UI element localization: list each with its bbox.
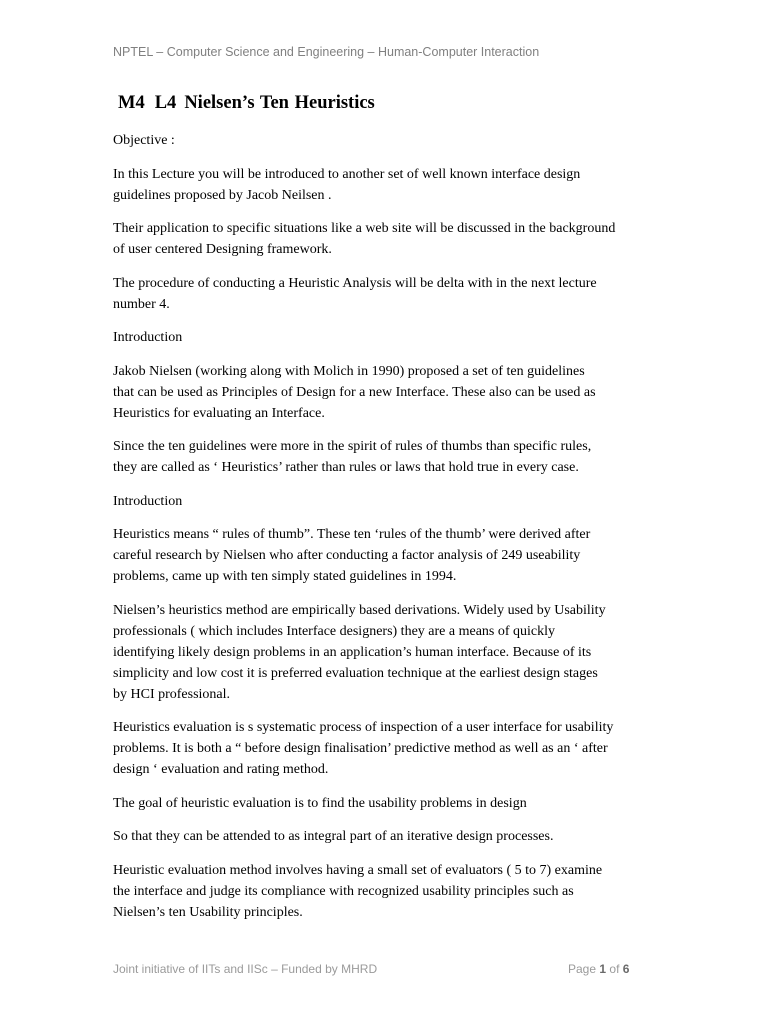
text-line: identifying likely design problems in an application’s human interface. Because of its <box>113 644 592 660</box>
paragraph-heuristics-meaning <box>113 524 673 587</box>
paragraph-procedure <box>113 273 673 315</box>
page-of-label: of <box>609 962 620 976</box>
text-line: of user centered Designing framework. <box>113 242 332 257</box>
text-line: Jakob Nielsen (working along with Molich in 1990) proposed a set of ten guidelines <box>113 363 585 379</box>
text-line: by HCI professional. <box>113 686 231 702</box>
page-header: NPTEL – Computer Science and Engineering – Human-Computer Interaction <box>113 45 540 59</box>
text-line: problems, came up with ten simply stated guidelines in 1994. <box>113 569 457 584</box>
lecture-title-text: Nielsen’s Ten Heuristics <box>184 93 375 113</box>
paragraph-goal <box>113 793 673 814</box>
text-line: Their application to specific situations like a web site will be discussed in the background <box>113 221 616 236</box>
text-line: number 4. <box>113 296 170 312</box>
paragraph-application <box>113 218 673 260</box>
text-line: Nielsen’s ten Usability principles. <box>113 904 303 920</box>
text-line: Heuristic evaluation method involves having a small set of evaluators ( 5 to 7) examine <box>113 862 603 878</box>
page-label: Page <box>568 962 597 976</box>
text-line: careful research by Nielsen who after conducting a factor analysis of 249 useability <box>113 548 581 563</box>
text-line: that can be used as Principles of Design for a new Interface. These also can be used as <box>113 384 596 400</box>
lecture-title <box>118 93 375 114</box>
text-line: The goal of heuristic evaluation is to find the usability problems in design <box>113 795 527 811</box>
paragraph-objective-intro <box>113 164 673 206</box>
text-line: the interface and judge its compliance with recognized usability principles such as <box>113 883 574 899</box>
paragraph-heuristics-evaluation <box>113 717 673 780</box>
text-line: Introduction <box>113 493 183 509</box>
paragraph-heuristics-method <box>113 600 673 705</box>
text-line: Introduction <box>113 330 183 345</box>
text-line: simplicity and low cost it is preferred evaluation technique at the earliest design stages <box>113 665 598 681</box>
text-line: Heuristics for evaluating an Interface. <box>113 405 325 421</box>
page-total: 6 <box>622 962 630 976</box>
page-number <box>568 962 629 976</box>
paragraph-iterative <box>113 826 673 847</box>
text-line: The procedure of conducting a Heuristic Analysis will be delta with in the next lecture <box>113 275 597 291</box>
text-line: professionals ( which includes Interface designers) they are a means of quickly <box>113 623 556 639</box>
text-line: they are called as ‘ Heuristics’ rather than rules or laws that hold true in every case. <box>113 460 579 475</box>
section-heading-introduction <box>113 327 673 348</box>
paragraph-evaluators <box>113 860 673 923</box>
text-line: In this Lecture you will be introduced to another set of well known interface design <box>113 166 581 182</box>
text-line: So that they can be attended to as integral part of an iterative design processes. <box>113 829 554 844</box>
text-line: Objective : <box>113 133 175 148</box>
text-line: design ‘ evaluation and rating method. <box>113 762 329 777</box>
module-number: M4 <box>118 93 145 113</box>
text-line: guidelines proposed by Jacob Neilsen . <box>113 187 332 203</box>
paragraph-rules-of-thumb <box>113 436 673 478</box>
section-heading-introduction <box>113 491 673 512</box>
text-line: Heuristics evaluation is s systematic process of inspection of a user interface for usability <box>113 720 614 735</box>
page-current: 1 <box>599 962 607 976</box>
text-line: Nielsen’s heuristics method are empirically based derivations. Widely used by Usability <box>113 602 606 618</box>
text-line: Since the ten guidelines were more in the spirit of rules of thumbs than specific rules, <box>113 439 592 454</box>
document-body <box>113 130 673 935</box>
text-line: problems. It is both a “ before design finalisation’ predictive method as well as an ‘ after <box>113 741 608 756</box>
page-footer-credit: Joint initiative of IITs and IISc – Funded by MHRD <box>113 962 378 976</box>
paragraph-nielsen-molich <box>113 361 673 424</box>
paragraph-objective-heading <box>113 130 673 151</box>
text-line: Heuristics means “ rules of thumb”. These ten ‘rules of the thumb’ were derived after <box>113 527 591 542</box>
lecture-number: L4 <box>154 93 177 113</box>
